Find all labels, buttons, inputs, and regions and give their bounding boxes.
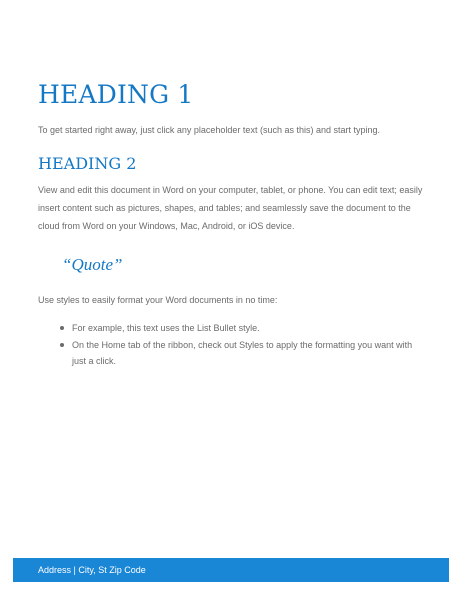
word-paragraph[interactable]: View and edit this document in Word on your computer, tablet, or phone. You can edit text; easily insert content such as pictures, shapes, and tables; and seamlessly save the document to the cloud from Word on your Windows, Mac, Android, or iOS device. [38,185,423,231]
bullet-list [60,320,428,369]
bullet-icon [60,343,64,347]
quote-text[interactable]: “Quote” [62,255,123,274]
heading-1[interactable]: HEADING 1 [38,80,194,109]
bullet-text: On the Home tab of the ribbon, check out Styles to apply the formatting you want with just a click. [72,340,413,366]
footer-bar [13,558,449,582]
intro-paragraph[interactable]: To get started right away, just click any placeholder text (such as this) and start typing. [38,125,380,135]
bullet-icon [60,326,64,330]
list-item[interactable] [60,337,428,369]
footer-address[interactable]: Address | City, St Zip Code [38,565,146,575]
document-body [38,80,428,370]
styles-paragraph[interactable]: Use styles to easily format your Word documents in no time: [38,295,278,305]
bullet-text: For example, this text uses the List Bullet style. [72,323,260,333]
heading-2[interactable]: HEADING 2 [38,154,137,173]
list-item[interactable] [60,320,428,336]
